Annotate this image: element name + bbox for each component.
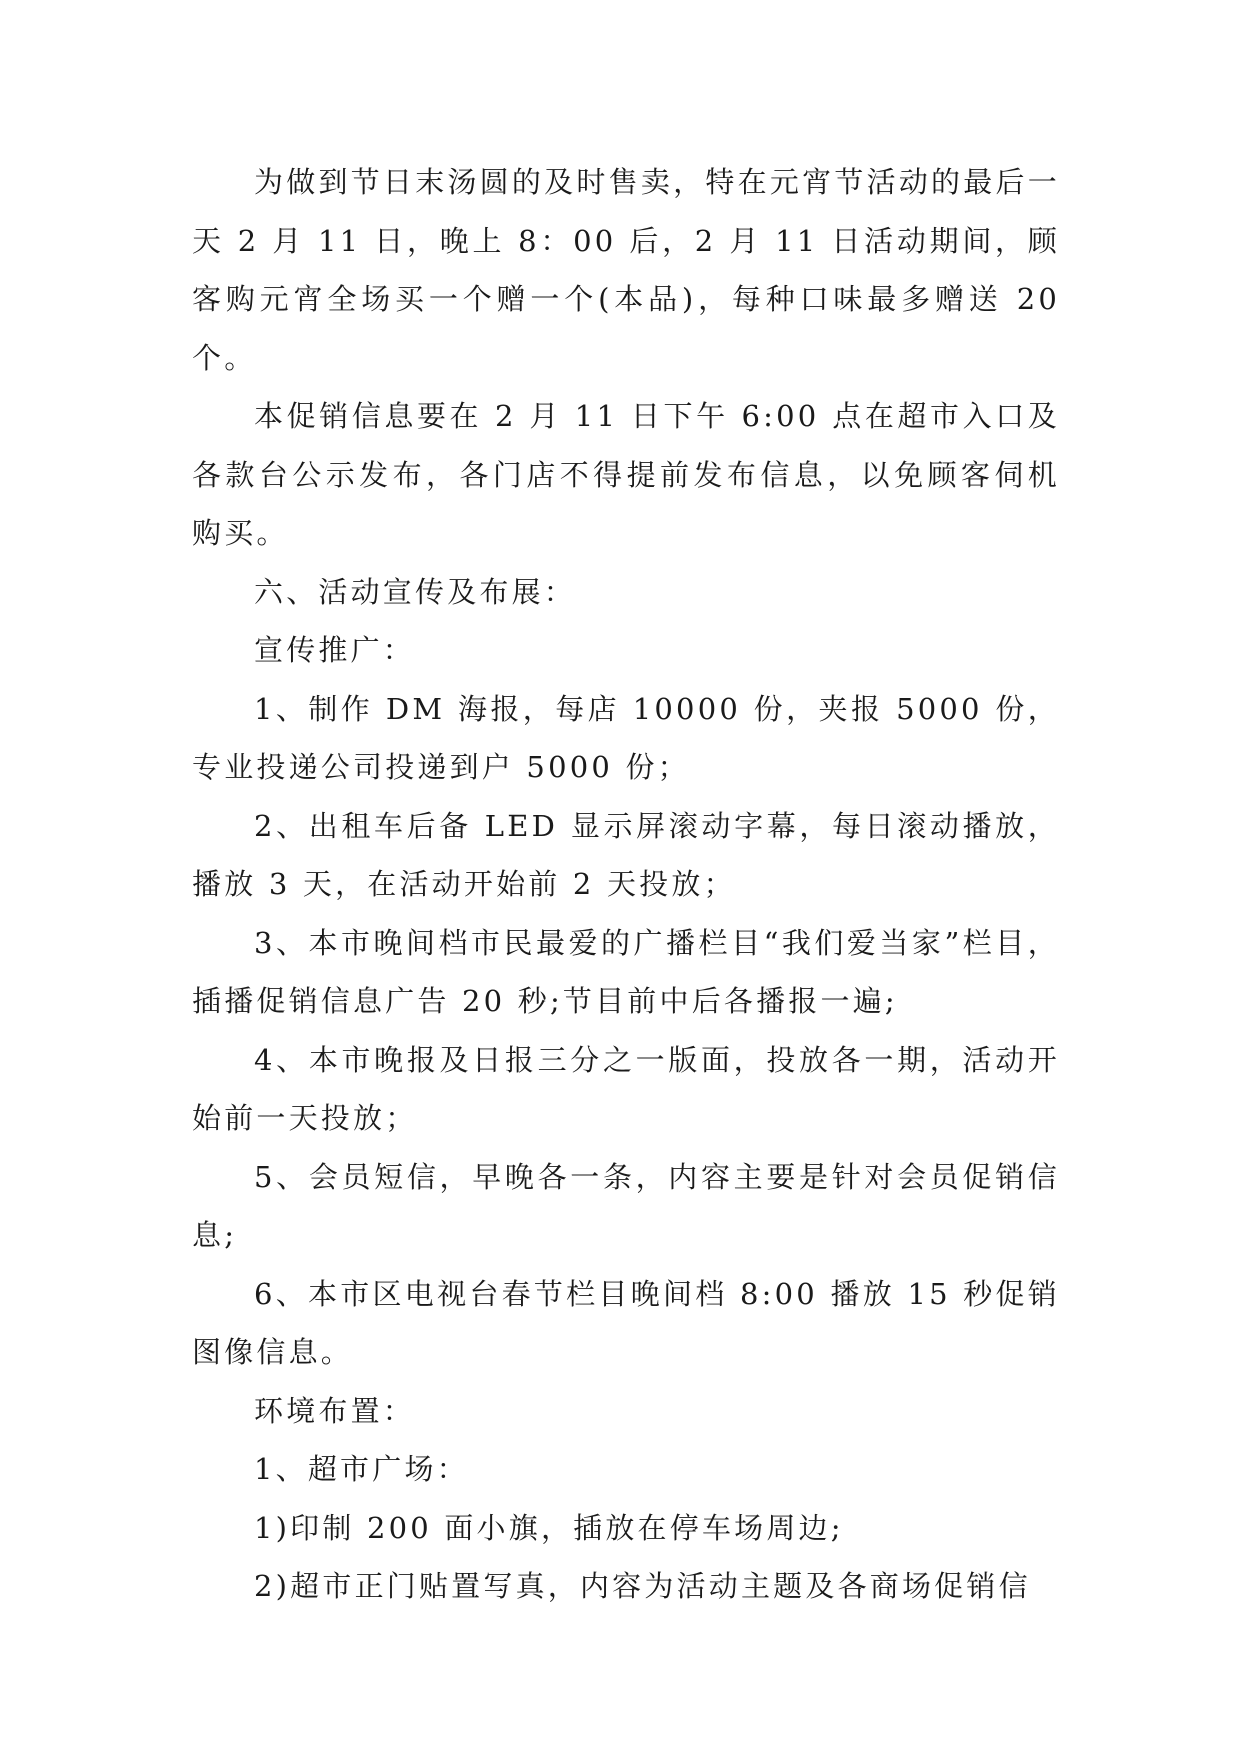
paragraph-tangyuan-promotion: 为做到节日末汤圆的及时售卖，特在元宵节活动的最后一天 2 月 11 日，晚上 8：00 后，2 月 11 日活动期间，顾客购元宵全场买一个赠一个(本品)，每种口味最多赠送 20 个。 [192, 165, 1060, 375]
list-item-sms: 5、会员短信，早晚各一条，内容主要是针对会员促销信息; [192, 1159, 1060, 1252]
paragraph-promotion-notice: 本促销信息要在 2 月 11 日下午 6:00 点在超市入口及各款台公示发布，各门店不得提前发布信息，以免顾客伺机购买。 [192, 399, 1060, 550]
document-body [192, 153, 1060, 1616]
list-item-entrance-poster: 2)超市正门贴置写真，内容为活动主题及各商场促销信 [254, 1569, 1031, 1603]
section-heading-publicity-layout: 六、活动宣传及布展： [254, 574, 577, 609]
list-item-newspaper: 4、本市晚报及日报三分之一版面，投放各一期，活动开始前一天投放； [192, 1042, 1060, 1135]
subheading-publicity: 宣传推广： [254, 633, 416, 667]
list-item-tv: 6、本市区电视台春节栏目晚间档 8:00 播放 15 秒促销图像信息。 [192, 1276, 1060, 1369]
list-item-radio: 3、本市晚间档市民最爱的广播栏目“我们爱当家”栏目，插播促销信息广告 20 秒;节目前中后各播报一遍; [192, 925, 1060, 1018]
subheading-environment: 环境布置： [254, 1393, 416, 1428]
list-item-plaza: 1、超市广场： [254, 1452, 469, 1486]
list-item-taxi-led: 2、出租车后备 LED 显示屏滚动字幕，每日滚动播放，播放 3 天，在活动开始前 2 天投放； [192, 808, 1060, 901]
list-item-flags: 1)印制 200 面小旗，插放在停车场周边; [254, 1510, 844, 1545]
list-item-dm-poster: 1、制作 DM 海报，每店 10000 份，夹报 5000 份，专业投递公司投递到户 5000 份； [192, 691, 1060, 784]
